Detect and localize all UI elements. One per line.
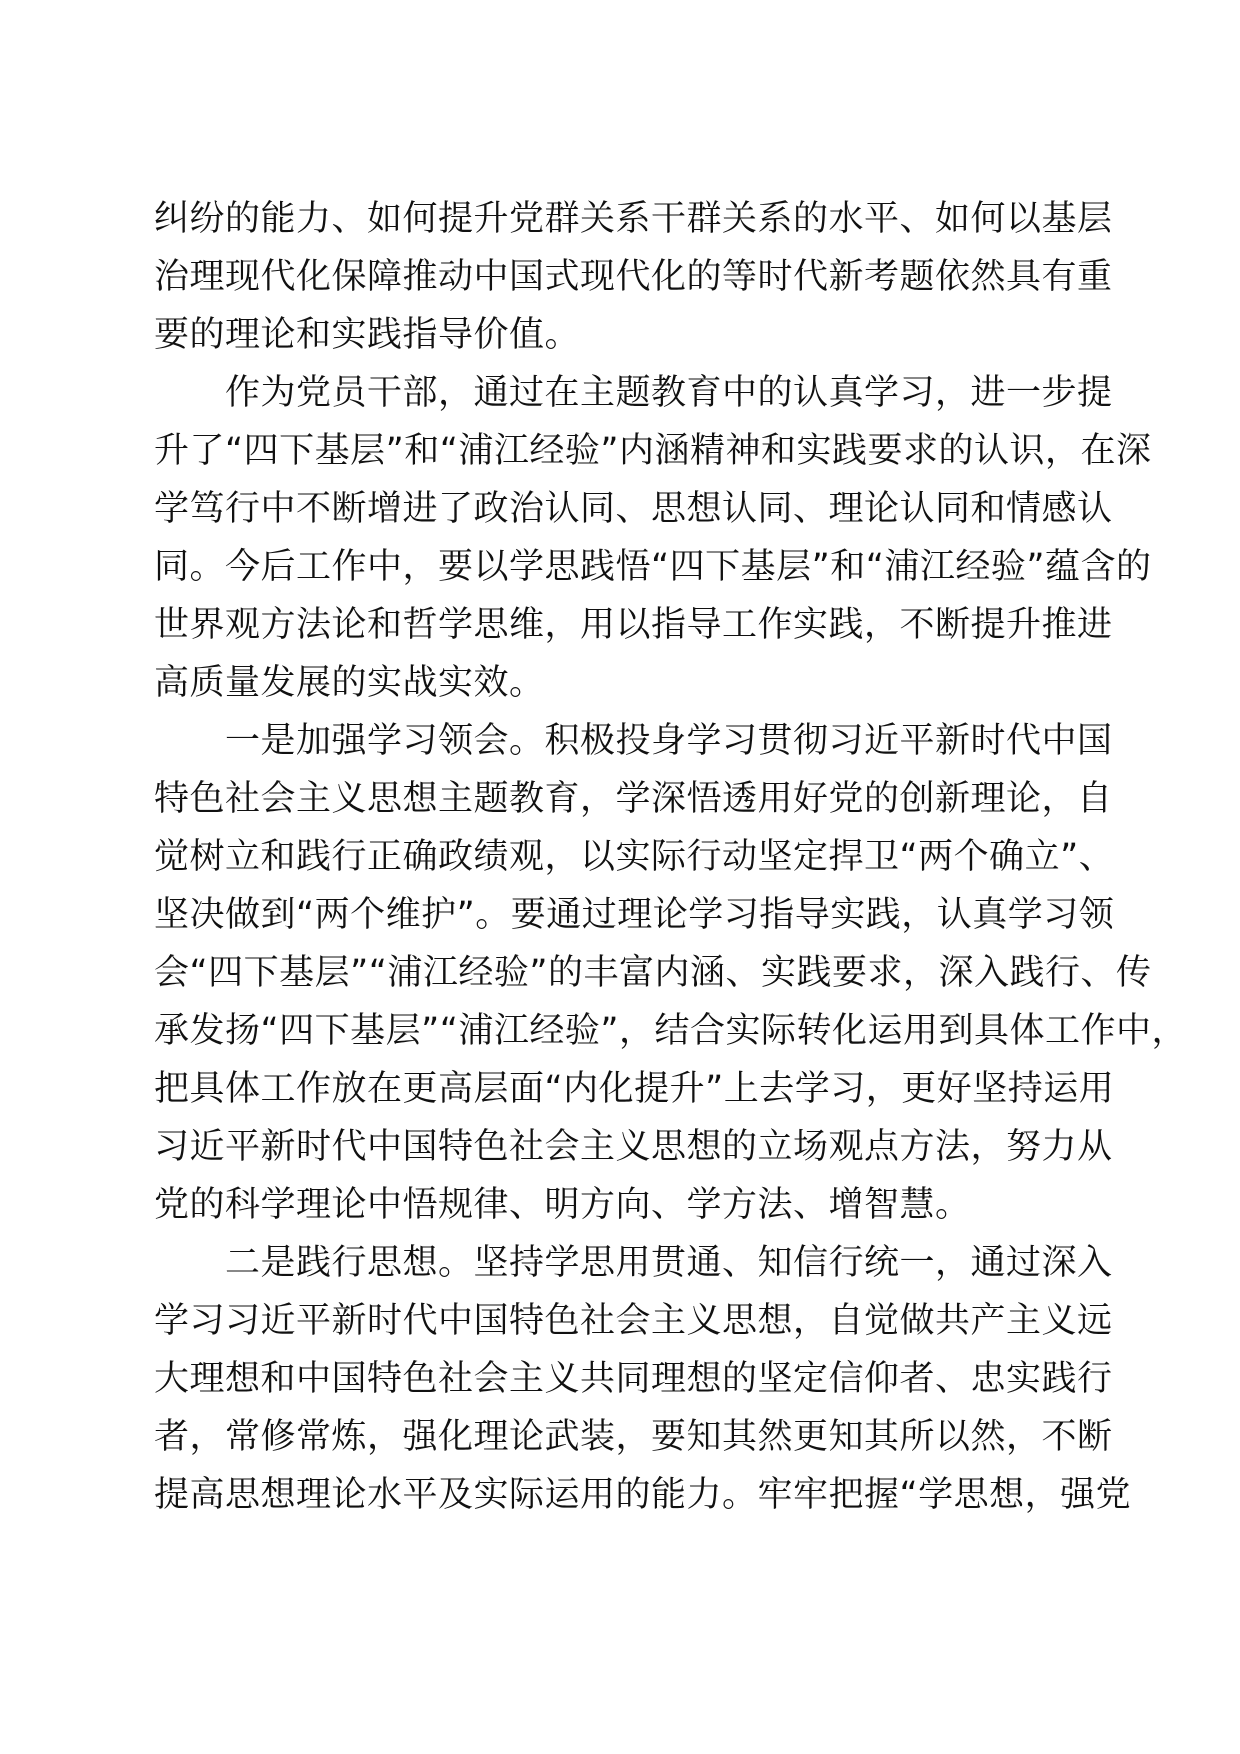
text-line: 同。今后工作中，要以学思践悟“四下基层”和“浦江经验”蕴含的 — [154, 547, 1152, 587]
text-line: 承发扬“四下基层”“浦江经验”，结合实际转化运用到具体工作中， — [154, 1011, 1188, 1051]
text-line: 提高思想理论水平及实际运用的能力。牢牢把握“学思想，强党 — [154, 1475, 1132, 1515]
text-line: 者，常修常炼，强化理论武装，要知其然更知其所以然，不断 — [154, 1417, 1113, 1457]
text-line: 世界观方法论和哲学思维，用以指导工作实践，不断提升推进 — [154, 605, 1113, 645]
text-line: 觉树立和践行正确政绩观，以实际行动坚定捍卫“两个确立”、 — [154, 837, 1115, 877]
text-line: 会“四下基层”“浦江经验”的丰富内涵、实践要求，深入践行、传 — [154, 953, 1152, 993]
text-line: 习近平新时代中国特色社会主义思想的立场观点方法，努力从 — [154, 1127, 1113, 1167]
text-line: 二是践行思想。坚持学思用贯通、知信行统一，通过深入 — [154, 1243, 1113, 1283]
body-text — [154, 190, 1188, 1524]
text-line: 治理现代化保障推动中国式现代化的等时代新考题依然具有重 — [154, 257, 1113, 297]
text-line: 把具体工作放在更高层面“内化提升”上去学习，更好坚持运用 — [154, 1069, 1115, 1109]
text-line: 要的理论和实践指导价值。 — [154, 315, 581, 355]
text-line: 大理想和中国特色社会主义共同理想的坚定信仰者、忠实践行 — [154, 1359, 1113, 1399]
text-line: 党的科学理论中悟规律、明方向、学方法、增智慧。 — [154, 1185, 971, 1225]
text-line: 升了“四下基层”和“浦江经验”内涵精神和实践要求的认识，在深 — [154, 431, 1152, 471]
text-line: 作为党员干部，通过在主题教育中的认真学习，进一步提 — [154, 373, 1113, 413]
text-line: 纠纷的能力、如何提升党群关系干群关系的水平、如何以基层 — [154, 199, 1113, 239]
text-line: 坚决做到“两个维护”。要通过理论学习指导实践，认真学习领 — [154, 895, 1115, 935]
text-line: 高质量发展的实战实效。 — [154, 663, 545, 703]
text-line: 一是加强学习领会。积极投身学习贯彻习近平新时代中国 — [154, 721, 1113, 761]
text-line: 学笃行中不断增进了政治认同、思想认同、理论认同和情感认 — [154, 489, 1113, 529]
text-line: 学习习近平新时代中国特色社会主义思想，自觉做共产主义远 — [154, 1301, 1113, 1341]
text-line: 特色社会主义思想主题教育，学深悟透用好党的创新理论，自 — [154, 779, 1113, 819]
